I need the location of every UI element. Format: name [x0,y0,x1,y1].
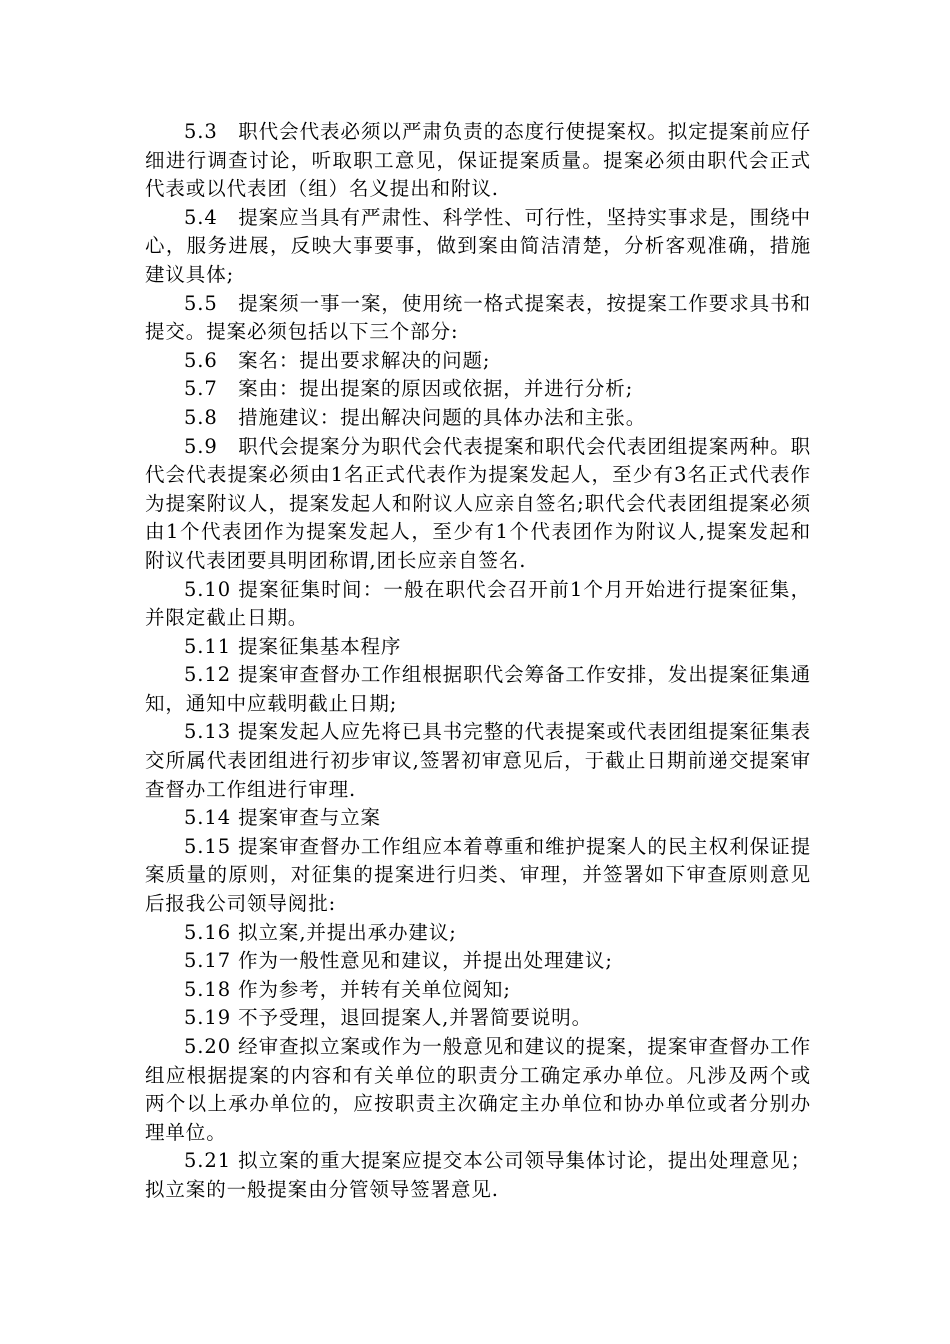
paragraph-5-6: 5.6 案名：提出要求解决的问题; [184,348,491,372]
paragraph-5-10: 5.10 提案征集时间：一般在职代会召开前1个月开始进行提案征集，并限定截止日期。 [145,577,811,630]
paragraph-5-21: 5.21 拟立案的重大提案应提交本公司领导集体讨论，提出处理意见；拟立案的一般提案由分管领导签署意见. [145,1149,811,1201]
paragraph-5-5: 5.5 提案须一事一案，使用统一格式提案表，按提案工作要求具书和提交。提案必须包括以下三个部分: [145,291,811,344]
paragraph-5-3: 5.3 职代会代表必须以严肃负责的态度行使提案权。拟定提案前应仔细进行调查讨论，听取职工意见，保证提案质量。提案必须由职代会正式代表或以代表团（组）名义提出和附议. [145,120,811,201]
paragraph-5-18: 5.18 作为参考，并转有关单位阅知; [184,977,511,1001]
paragraph-5-7: 5.7 案由：提出提案的原因或依据，并进行分析; [184,377,634,401]
paragraph-5-13: 5.13 提案发起人应先将已具书完整的代表提案或代表团组提案征集表交所属代表团组进行初步审议,签署初审意见后，于截止日期前递交提案审查督办工作组进行审理. [145,720,811,801]
paragraph-5-20: 5.20 经审查拟立案或作为一般意见和建议的提案，提案审查督办工作组应根据提案的内容和有关单位的职责分工确定承办单位。凡涉及两个或两个以上承办单位的，应按职责主次确定主办单位和协办单位或者分别办理单位。 [145,1035,811,1144]
paragraph-5-17: 5.17 作为一般性意见和建议，并提出处理建议; [184,949,613,973]
paragraph-5-12: 5.12 提案审查督办工作组根据职代会筹备工作安排，发出提案征集通知，通知中应载明截止日期; [145,663,811,715]
document-body [145,118,811,1205]
paragraph-5-14: 5.14 提案审查与立案 [184,806,381,830]
paragraph-5-9: 5.9 职代会提案分为职代会代表提案和职代会代表团组提案两种。职代会代表提案必须由1名正式代表作为提案发起人，至少有3名正式代表作为提案附议人，提案发起人和附议人应亲自签名;职代会代表团组提案必须由1个代表团作为提案发起人，至少有1个代表团作为附议人,提案发起和附议代表团要具明团称谓,团长应亲自签名. [145,434,811,572]
paragraph-5-8: 5.8 措施建议：提出解决问题的具体办法和主张。 [184,405,647,429]
paragraph-5-19: 5.19 不予受理，退回提案人,并署简要说明。 [184,1006,593,1030]
paragraph-5-16: 5.16 拟立案,并提出承办建议; [184,920,457,944]
paragraph-5-15: 5.15 提案审查督办工作组应本着尊重和维护提案人的民主权利保证提案质量的原则，对征集的提案进行归类、审理，并签署如下审查原则意见后报我公司领导阅批: [145,834,811,916]
paragraph-5-4: 5.4 提案应当具有严肃性、科学性、可行性，坚持实事求是，围绕中心，服务进展，反映大事要事，做到案由简洁清楚，分析客观准确，措施建议具体; [145,205,811,286]
paragraph-5-11: 5.11 提案征集基本程序 [184,634,402,658]
